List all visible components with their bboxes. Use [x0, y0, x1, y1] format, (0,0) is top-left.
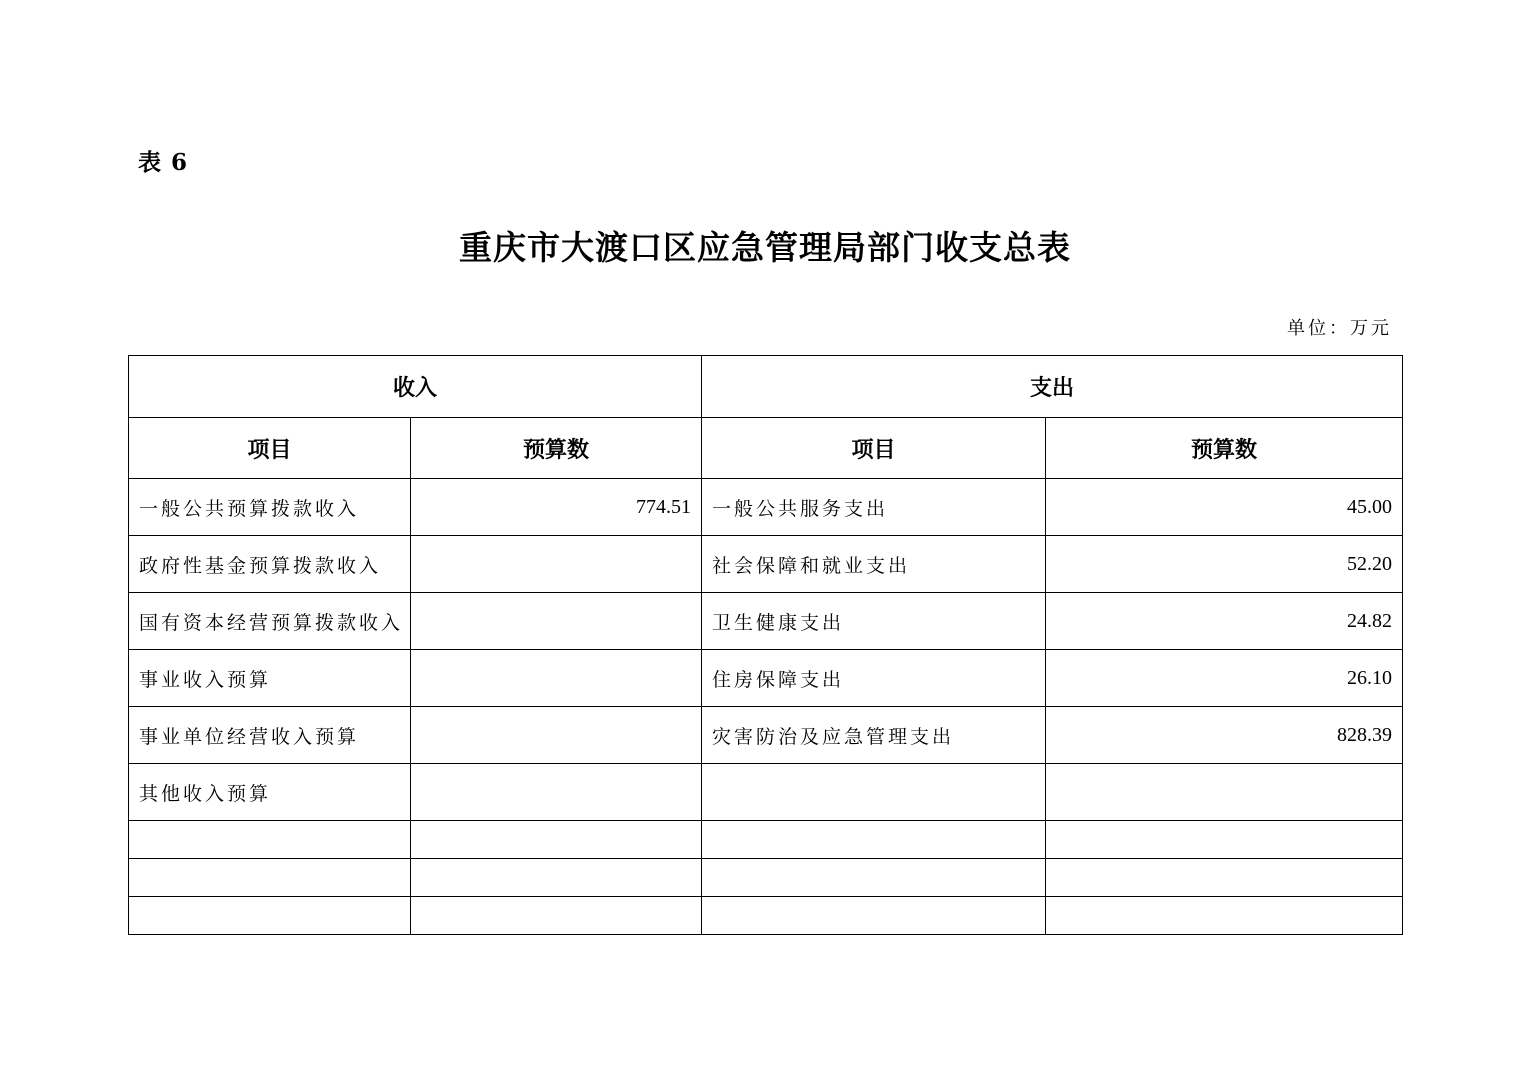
page-title: 重庆市大渡口区应急管理局部门收支总表	[459, 228, 1071, 267]
income-item: 国有资本经营预算拨款收入	[129, 593, 411, 650]
income-amount	[411, 536, 702, 593]
table-label: 表 6	[138, 149, 189, 176]
expense-amount: 26.10	[1046, 650, 1403, 707]
income-amount-header: 预算数	[411, 418, 702, 479]
table-row	[129, 821, 1403, 859]
expense-amount	[1046, 859, 1403, 897]
table-row	[129, 897, 1403, 935]
table-row	[129, 593, 1403, 650]
income-amount	[411, 897, 702, 935]
income-item	[129, 821, 411, 859]
income-group-header: 收入	[129, 356, 702, 418]
table-row	[129, 764, 1403, 821]
expense-amount	[1046, 821, 1403, 859]
expense-amount	[1046, 897, 1403, 935]
expense-item-header: 项目	[702, 418, 1046, 479]
table-row	[129, 536, 1403, 593]
income-item	[129, 897, 411, 935]
budget-table	[128, 355, 1403, 935]
expense-group-header: 支出	[702, 356, 1403, 418]
income-amount	[411, 764, 702, 821]
expense-amount: 828.39	[1046, 707, 1403, 764]
income-item: 一般公共预算拨款收入	[129, 479, 411, 536]
unit-label: 单位：万元	[1287, 318, 1392, 339]
group-header-row	[129, 356, 1403, 418]
expense-item	[702, 859, 1046, 897]
income-item	[129, 859, 411, 897]
income-item: 政府性基金预算拨款收入	[129, 536, 411, 593]
expense-item	[702, 764, 1046, 821]
income-amount	[411, 593, 702, 650]
expense-item: 一般公共服务支出	[702, 479, 1046, 536]
expense-item	[702, 897, 1046, 935]
income-item: 事业收入预算	[129, 650, 411, 707]
expense-amount: 52.20	[1046, 536, 1403, 593]
table-row	[129, 859, 1403, 897]
expense-amount-header: 预算数	[1046, 418, 1403, 479]
expense-item: 卫生健康支出	[702, 593, 1046, 650]
income-amount	[411, 821, 702, 859]
table-row	[129, 479, 1403, 536]
expense-item	[702, 821, 1046, 859]
expense-amount	[1046, 764, 1403, 821]
income-amount	[411, 650, 702, 707]
expense-item: 灾害防治及应急管理支出	[702, 707, 1046, 764]
income-amount: 774.51	[411, 479, 702, 536]
expense-item: 社会保障和就业支出	[702, 536, 1046, 593]
income-item-header: 项目	[129, 418, 411, 479]
expense-amount: 45.00	[1046, 479, 1403, 536]
table-row	[129, 707, 1403, 764]
expense-amount: 24.82	[1046, 593, 1403, 650]
income-amount	[411, 707, 702, 764]
column-header-row	[129, 418, 1403, 479]
table-row	[129, 650, 1403, 707]
expense-item: 住房保障支出	[702, 650, 1046, 707]
income-item: 其他收入预算	[129, 764, 411, 821]
income-amount	[411, 859, 702, 897]
income-item: 事业单位经营收入预算	[129, 707, 411, 764]
